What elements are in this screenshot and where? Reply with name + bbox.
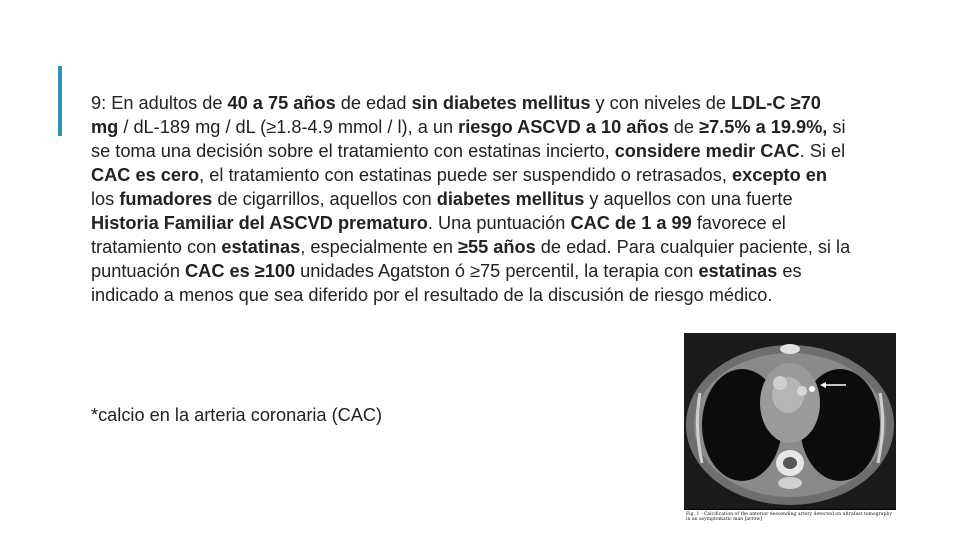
footnote: *calcio en la arteria coronaria (CAC)	[91, 405, 383, 425]
text-run: unidades Agatston ó ≥75 percentil, la terapia con	[295, 261, 699, 281]
text-run: favorece el tratamiento con	[91, 213, 786, 257]
text-run: / dL-189 mg / dL (≥1.8-4.9 mmol / l), a un	[118, 117, 459, 137]
ct-scan-figure	[684, 333, 896, 530]
text-run: es indicado a menos que sea diferido por el resultado de la discusión de riesgo médico.	[91, 261, 802, 305]
bold-text: estatinas	[698, 261, 778, 281]
text-run: los	[91, 189, 120, 209]
ct-scan-image	[684, 333, 896, 509]
bold-text: 40 a 75 años	[227, 93, 336, 113]
bold-text: excepto en	[731, 165, 827, 185]
bold-text: diabetes mellitus	[436, 189, 585, 209]
bold-text: Historia Familiar del ASCVD prematuro	[91, 213, 428, 233]
bold-text: CAC es cero	[91, 165, 200, 185]
bold-text: LDL-C ≥70 mg	[91, 93, 821, 137]
text-run: . Si el	[799, 141, 846, 161]
text-run: y con niveles de	[590, 93, 731, 113]
accent-bar	[58, 66, 62, 136]
text-run: . Una puntuación	[427, 213, 571, 233]
text-run: de cigarrillos, aquellos con	[212, 189, 437, 209]
bold-text: CAC es ≥100	[185, 261, 296, 281]
body-paragraph	[91, 91, 851, 307]
bold-text: considere medir CAC	[614, 141, 800, 161]
text-run: de	[668, 117, 700, 137]
text-run: 9: En adultos de	[91, 93, 228, 113]
bold-text: estatinas	[221, 237, 301, 257]
bold-text: fumadores	[119, 189, 213, 209]
text-run: , especialmente en	[300, 237, 459, 257]
bold-text: CAC de 1 a 99	[570, 213, 692, 233]
text-run: y aquellos con una fuerte	[584, 189, 793, 209]
text-run: de edad. Para cualquier paciente, si la puntuación	[91, 237, 851, 281]
figure-caption: Fig. 1 - Calcification of the anterior descending artery detected on ultrafast tomography in an asymptomatic man [arrow]	[684, 509, 896, 530]
text-run: si se toma una decisión sobre el tratamiento con estatinas incierto,	[91, 117, 846, 161]
bold-text: sin diabetes mellitus	[411, 93, 591, 113]
bold-text: ≥55 años	[458, 237, 536, 257]
text-run: , el tratamiento con estatinas puede ser suspendido o retrasados,	[199, 165, 732, 185]
bold-text: riesgo ASCVD a 10 años	[458, 117, 669, 137]
bold-text: ≥7.5% a 19.9%,	[699, 117, 828, 137]
text-run: de edad	[335, 93, 412, 113]
